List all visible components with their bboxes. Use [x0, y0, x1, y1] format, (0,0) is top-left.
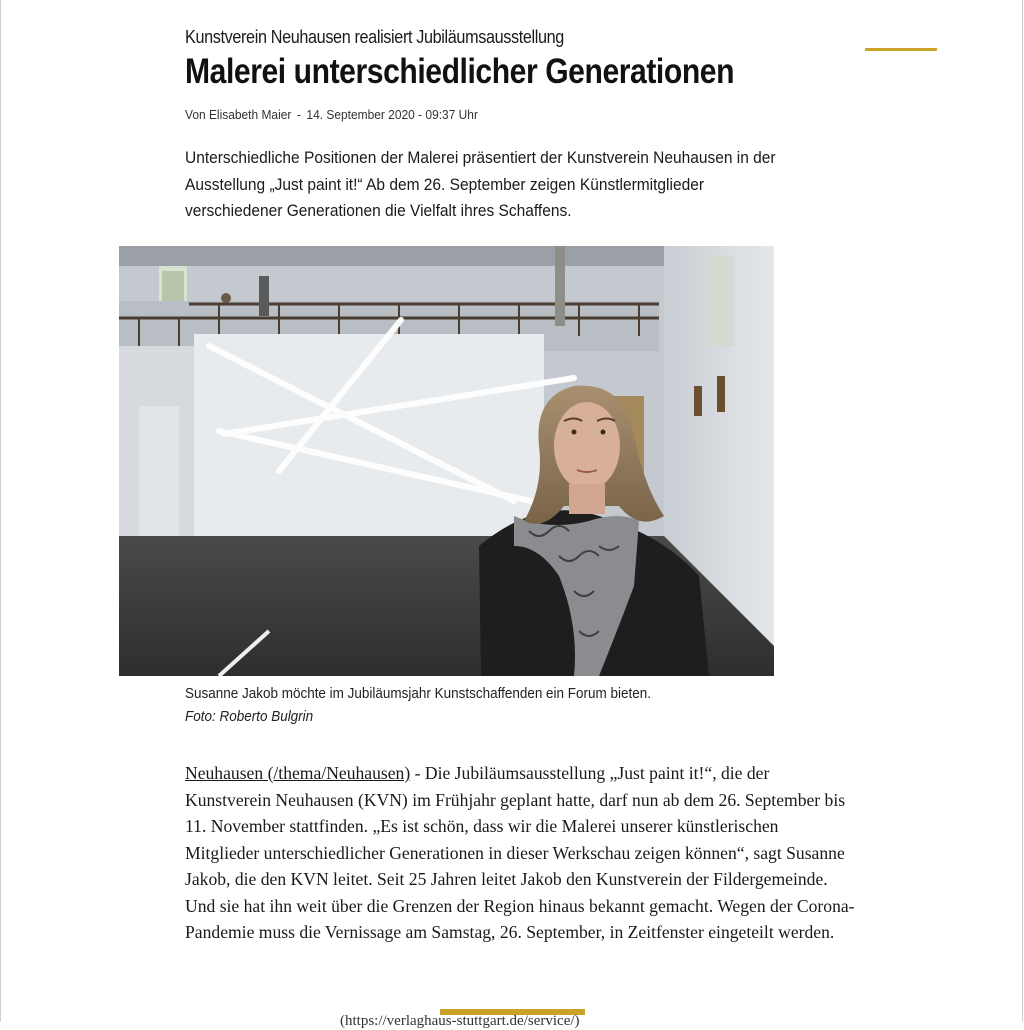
place-link[interactable]: Neuhausen (/thema/Neuhausen)	[185, 763, 411, 783]
article-byline	[185, 107, 478, 122]
body-text: - Die Jubiläumsausstellung „Just paint it!“, die der Kunstverein Neuhausen (KVN) im Frühjahr geplant hatte, darf nun ab dem 26. September bis 11. November stattfinden. „Es ist schön, dass wir die Malerei unserer künstlerischen Mitglieder unterschiedlicher Generationen in dieser Werkschau zeigen können“, sagt Susanne Jakob, die den KVN leitet. Seit 25 Jahren leitet Jakob den Kunstverein der Fildergemeinde. Und sie hat ihn weit über die Grenzen der Region hinaus bekannt gemacht. Wegen der Corona-Pandemie muss die Vernissage am Samstag, 26. September, in Zeitfenster eingeteilt werden.	[185, 763, 855, 942]
truncated-link[interactable]: (https://verlaghaus-stuttgart.de/service/)	[340, 1013, 580, 1029]
article-kicker: Kunstverein Neuhausen realisiert Jubiläumsausstellung	[185, 27, 564, 47]
article-body	[185, 760, 855, 946]
left-frame-line	[0, 0, 1, 1022]
right-frame-line	[1022, 0, 1023, 1022]
byline-separator: -	[296, 107, 301, 122]
photo-credit: Foto: Roberto Bulgrin	[185, 709, 314, 725]
article-photo	[119, 246, 774, 676]
accent-bar-top	[865, 48, 937, 51]
photo-caption: Susanne Jakob möchte im Jubiläumsjahr Kunstschaffenden ein Forum bieten.	[185, 686, 652, 702]
byline-date: 14. September 2020 - 09:37 Uhr	[306, 107, 478, 122]
article-headline: Malerei unterschiedlicher Generationen	[185, 52, 735, 91]
article-lead: Unterschiedliche Positionen der Malerei präsentiert der Kunstverein Neuhausen in der Ausstellung „Just paint it!“ Ab dem 26. September zeigen Künstlermitglieder verschiedener Generationen die Vielfalt ihres Schaffens.	[185, 149, 776, 220]
byline-author: Von Elisabeth Maier	[185, 107, 292, 122]
